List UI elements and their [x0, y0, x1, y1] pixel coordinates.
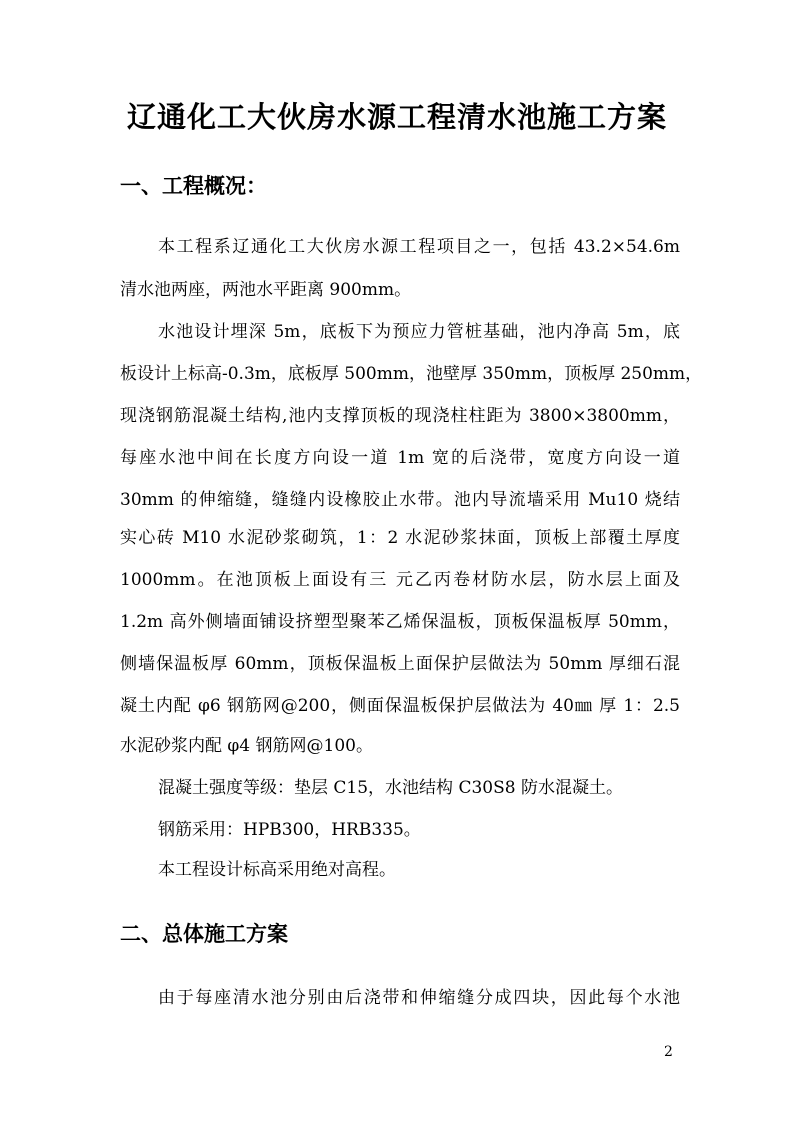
paragraph-line: 侧墙保温板厚 60mm，顶板保温板上面保护层做法为 50mm 厚细石混	[120, 654, 680, 674]
paragraph-line: 1000mm。在池顶板上面设有三 元乙丙卷材防水层，防水层上面及	[120, 570, 680, 590]
paragraph-line: 清水池两座，两池水平距离 900mm。	[120, 280, 412, 300]
document-title: 辽通化工大伙房水源工程清水池施工方案	[126, 100, 667, 134]
paragraph-line: 每座水池中间在长度方向设一道 1m 宽的后浇带，宽度方向设一道	[120, 448, 680, 468]
paragraph-line: 凝土内配 φ6 钢筋网@200，侧面保温板保护层做法为 40㎜ 厚 1：2.5	[120, 696, 680, 716]
paragraph-line: 1.2m 高外侧墙面铺设挤塑型聚苯乙烯保温板，顶板保温板厚 50mm，	[120, 612, 680, 632]
paragraph-line: 30mm 的伸缩缝，缝缝内设橡胶止水带。池内导流墙采用 Mu10 烧结	[120, 490, 680, 510]
paragraph-line: 本工程设计标高采用绝对高程。	[158, 860, 396, 880]
paragraph-line: 由于每座清水池分别由后浇带和伸缩缝分成四块，因此每个水池	[158, 988, 680, 1008]
paragraph-line: 现浇钢筋混凝土结构,池内支撑顶板的现浇柱柱距为 3800×3800mm，	[120, 406, 680, 426]
paragraph-line: 实心砖 M10 水泥砂浆砌筑，1：2 水泥砂浆抹面，顶板上部覆土厚度	[120, 528, 680, 548]
page-number: 2	[664, 1044, 673, 1060]
paragraph-line: 水池设计埋深 5m，底板下为预应力管桩基础，池内净高 5m，底	[158, 322, 680, 342]
paragraph-line: 钢筋采用：HPB300，HRB335。	[158, 820, 421, 840]
paragraph-line: 板设计上标高-0.3m，底板厚 500mm，池壁厚 350mm，顶板厚 250mm，	[120, 364, 703, 384]
paragraph-line: 混凝土强度等级：垫层 C15，水池结构 C30S8 防水混凝土。	[158, 778, 623, 798]
paragraph-line: 水泥砂浆内配 φ4 钢筋网@100。	[120, 736, 373, 756]
section-heading-overview: 一、工程概况：	[120, 173, 267, 198]
section-heading-construction-plan: 二、总体施工方案	[120, 921, 288, 946]
paragraph-line: 本工程系辽通化工大伙房水源工程项目之一，包括 43.2×54.6m	[158, 237, 680, 257]
